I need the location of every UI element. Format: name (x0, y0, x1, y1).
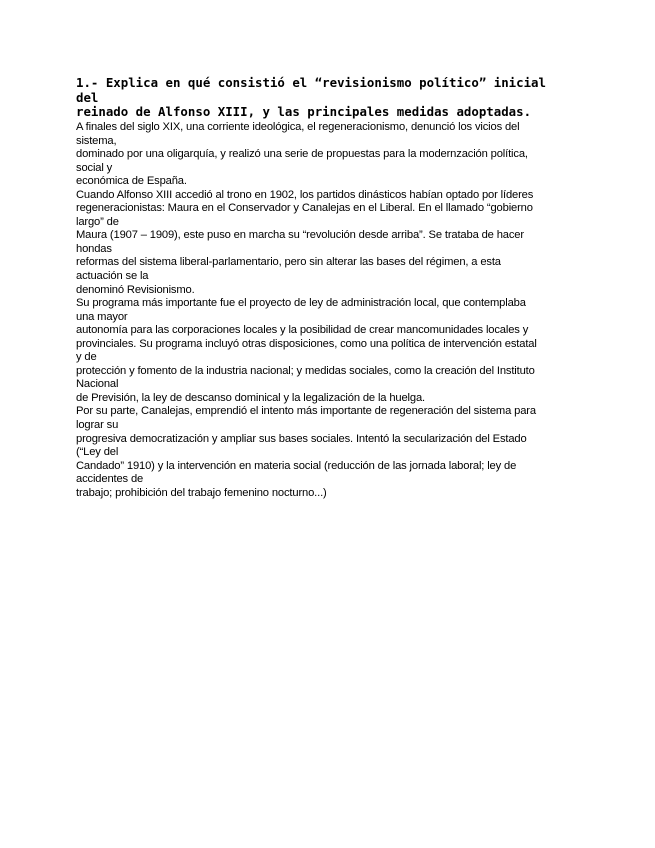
body-line: A finales del siglo XIX, una corriente ideológica, el regeneracionismo, denunció los vicios del (76, 121, 520, 133)
body-line: social y (76, 161, 113, 174)
body-line: (“Ley del (76, 446, 119, 459)
body-line: Candado” 1910) y la intervención en materia social (reducción de las jornada laboral; ley de (76, 459, 517, 472)
body-line: Nacional (76, 378, 119, 391)
body-line: lograr su (76, 419, 119, 432)
body-line: Por su parte, Canalejas, emprendió el intento más importante de regeneración del sistema para (76, 405, 536, 418)
body-line: provinciales. Su programa incluyó otras disposiciones, como una política de intervención estatal (76, 337, 537, 350)
body-line: dominado por una oligarquía, y realizó una serie de propuestas para la modernzación política, (76, 148, 528, 161)
heading-line: reinado de Alfonso XIII, y las principales medidas adoptadas. (76, 104, 532, 119)
body-line: regeneracionistas: Maura en el Conservador y Canalejas en el Liberal. En el llamado “gobierno (76, 202, 533, 215)
body-line: y de (76, 351, 97, 364)
body-line: progresiva democratización y ampliar sus bases sociales. Intentó la secularización del Estado (76, 432, 527, 445)
heading-line: 1.- Explica en qué consistió el “revisionismo político” inicial (76, 75, 546, 90)
body-line: económica de España. (76, 175, 187, 188)
question-heading (76, 76, 596, 120)
body-line: autonomía para las corporaciones locales y la posibilidad de crear mancomunidades locales y (76, 324, 529, 337)
body-line: una mayor (76, 310, 128, 323)
body-line: de Previsión, la ley de descanso dominical y la legalización de la huelga. (76, 391, 425, 404)
body-line: denominó Revisionismo. (76, 283, 195, 296)
body-line: sistema, (76, 134, 117, 147)
body-line: actuación se la (76, 270, 149, 283)
answer-body (76, 121, 596, 500)
body-line: largo” de (76, 215, 119, 228)
body-line: hondas (76, 242, 112, 255)
heading-line: del (76, 89, 99, 105)
body-line: Su programa más importante fue el proyecto de ley de administración local, que contemplaba (76, 297, 526, 310)
body-line: reformas del sistema liberal-parlamentario, pero sin alterar las bases del régimen, a esta (76, 256, 501, 269)
body-line: Maura (1907 – 1909), este puso en marcha su “revolución desde arriba”. Se trataba de hacer (76, 229, 524, 242)
body-line: protección y fomento de la industria nacional; y medidas sociales, como la creación del Instituto (76, 364, 535, 377)
body-line: Cuando Alfonso XIII accedió al trono en 1902, los partidos dinásticos habían optado por líderes (76, 188, 534, 201)
body-line: trabajo; prohibición del trabajo femenino nocturno...) (76, 486, 327, 499)
body-line: accidentes de (76, 473, 144, 486)
